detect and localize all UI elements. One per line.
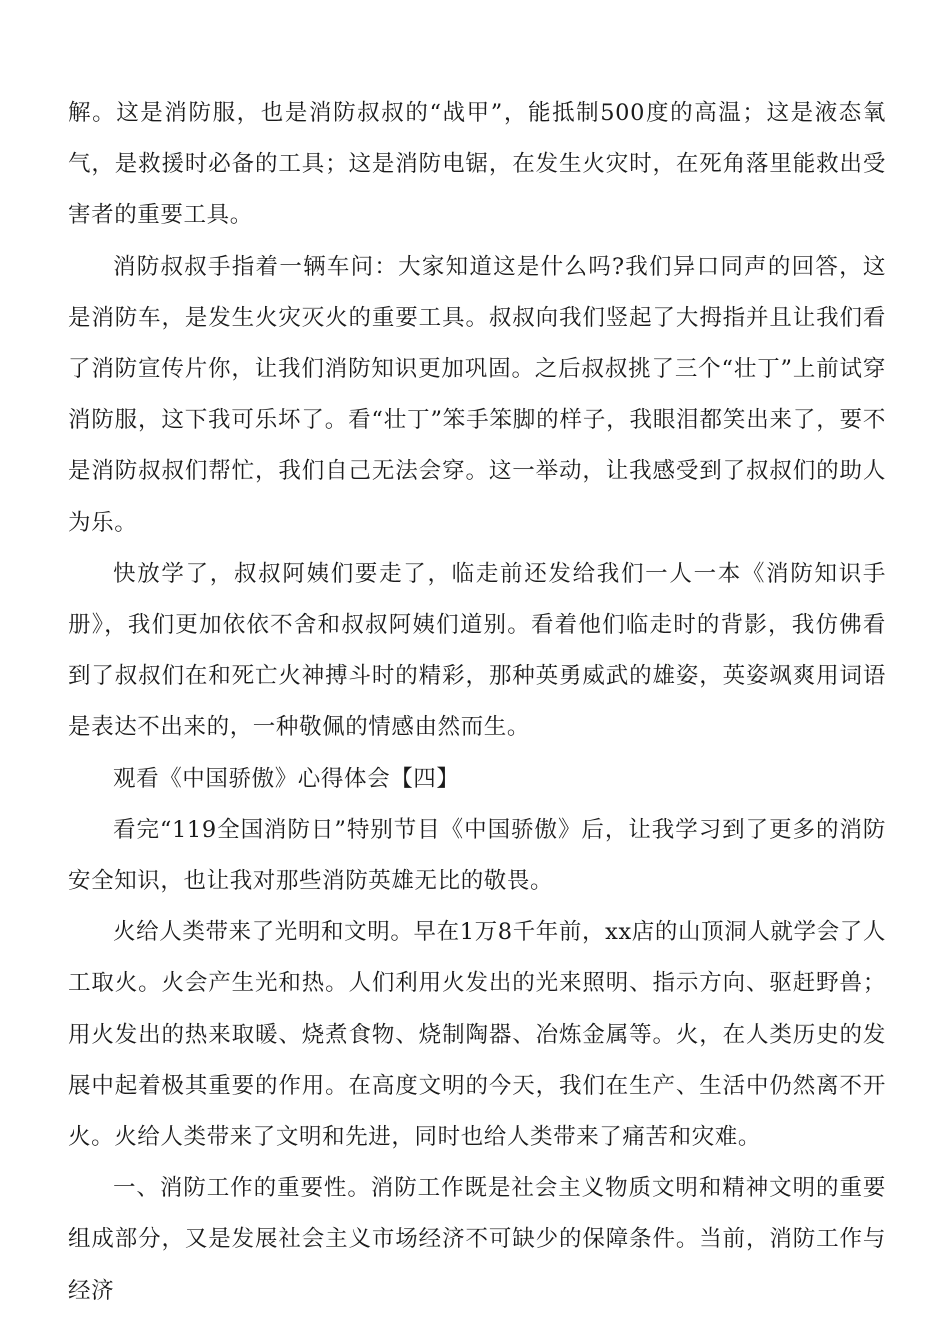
paragraph-7: 一、消防工作的重要性。消防工作既是社会主义物质文明和精神文明的重要组成部分，又是发展社会主义市场经济不可缺少的保障条件。当前，消防工作与经济 bbox=[68, 1175, 886, 1304]
paragraph-1: 解。这是消防服，也是消防叔叔的“战甲”，能抵制500度的高温；这是液态氧气，是救援时必备的工具；这是消防电锯，在发生火灾时，在死角落里能救出受害者的重要工具。 bbox=[68, 100, 886, 229]
paragraph-6: 火给人类带来了光明和文明。早在1万8千年前，xx店的山顶洞人就学会了人工取火。火会产生光和热。人们利用火发出的光来照明、指示方向、驱赶野兽；用火发出的热来取暖、烧煮食物、烧制陶器、冶炼金属等。火，在人类历史的发展中起着极其重要的作用。在高度文明的今天，我们在生产、生活中仍然离不开火。火给人类带来了文明和先进，同时也给人类带来了痛苦和灾难。 bbox=[68, 919, 886, 1151]
paragraph-3: 快放学了，叔叔阿姨们要走了，临走前还发给我们一人一本《消防知识手册》，我们更加依依不舍和叔叔阿姨们道别。看着他们临走时的背影，我仿佛看到了叔叔们在和死亡火神搏斗时的精彩，那种英勇威武的雄姿，英姿飒爽用词语是表达不出来的，一种敬佩的情感由然而生。 bbox=[68, 560, 886, 741]
paragraph-5: 看完“119全国消防日”特别节目《中国骄傲》后，让我学习到了更多的消防安全知识，也让我对那些消防英雄无比的敬畏。 bbox=[68, 816, 886, 895]
section-heading: 观看《中国骄傲》心得体会【四】 bbox=[113, 765, 460, 792]
document-body bbox=[68, 88, 886, 1317]
paragraph-2: 消防叔叔手指着一辆车问：大家知道这是什么吗?我们异口同声的回答，这是消防车，是发生火灾灭火的重要工具。叔叔向我们竖起了大拇指并且让我们看了消防宣传片你，让我们消防知识更加巩固。之后叔叔挑了三个“壮丁”上前试穿消防服，这下我可乐坏了。看“壮丁”笨手笨脚的样子，我眼泪都笑出来了，要不是消防叔叔们帮忙，我们自己无法会穿。这一举动，让我感受到了叔叔们的助人为乐。 bbox=[68, 253, 886, 536]
